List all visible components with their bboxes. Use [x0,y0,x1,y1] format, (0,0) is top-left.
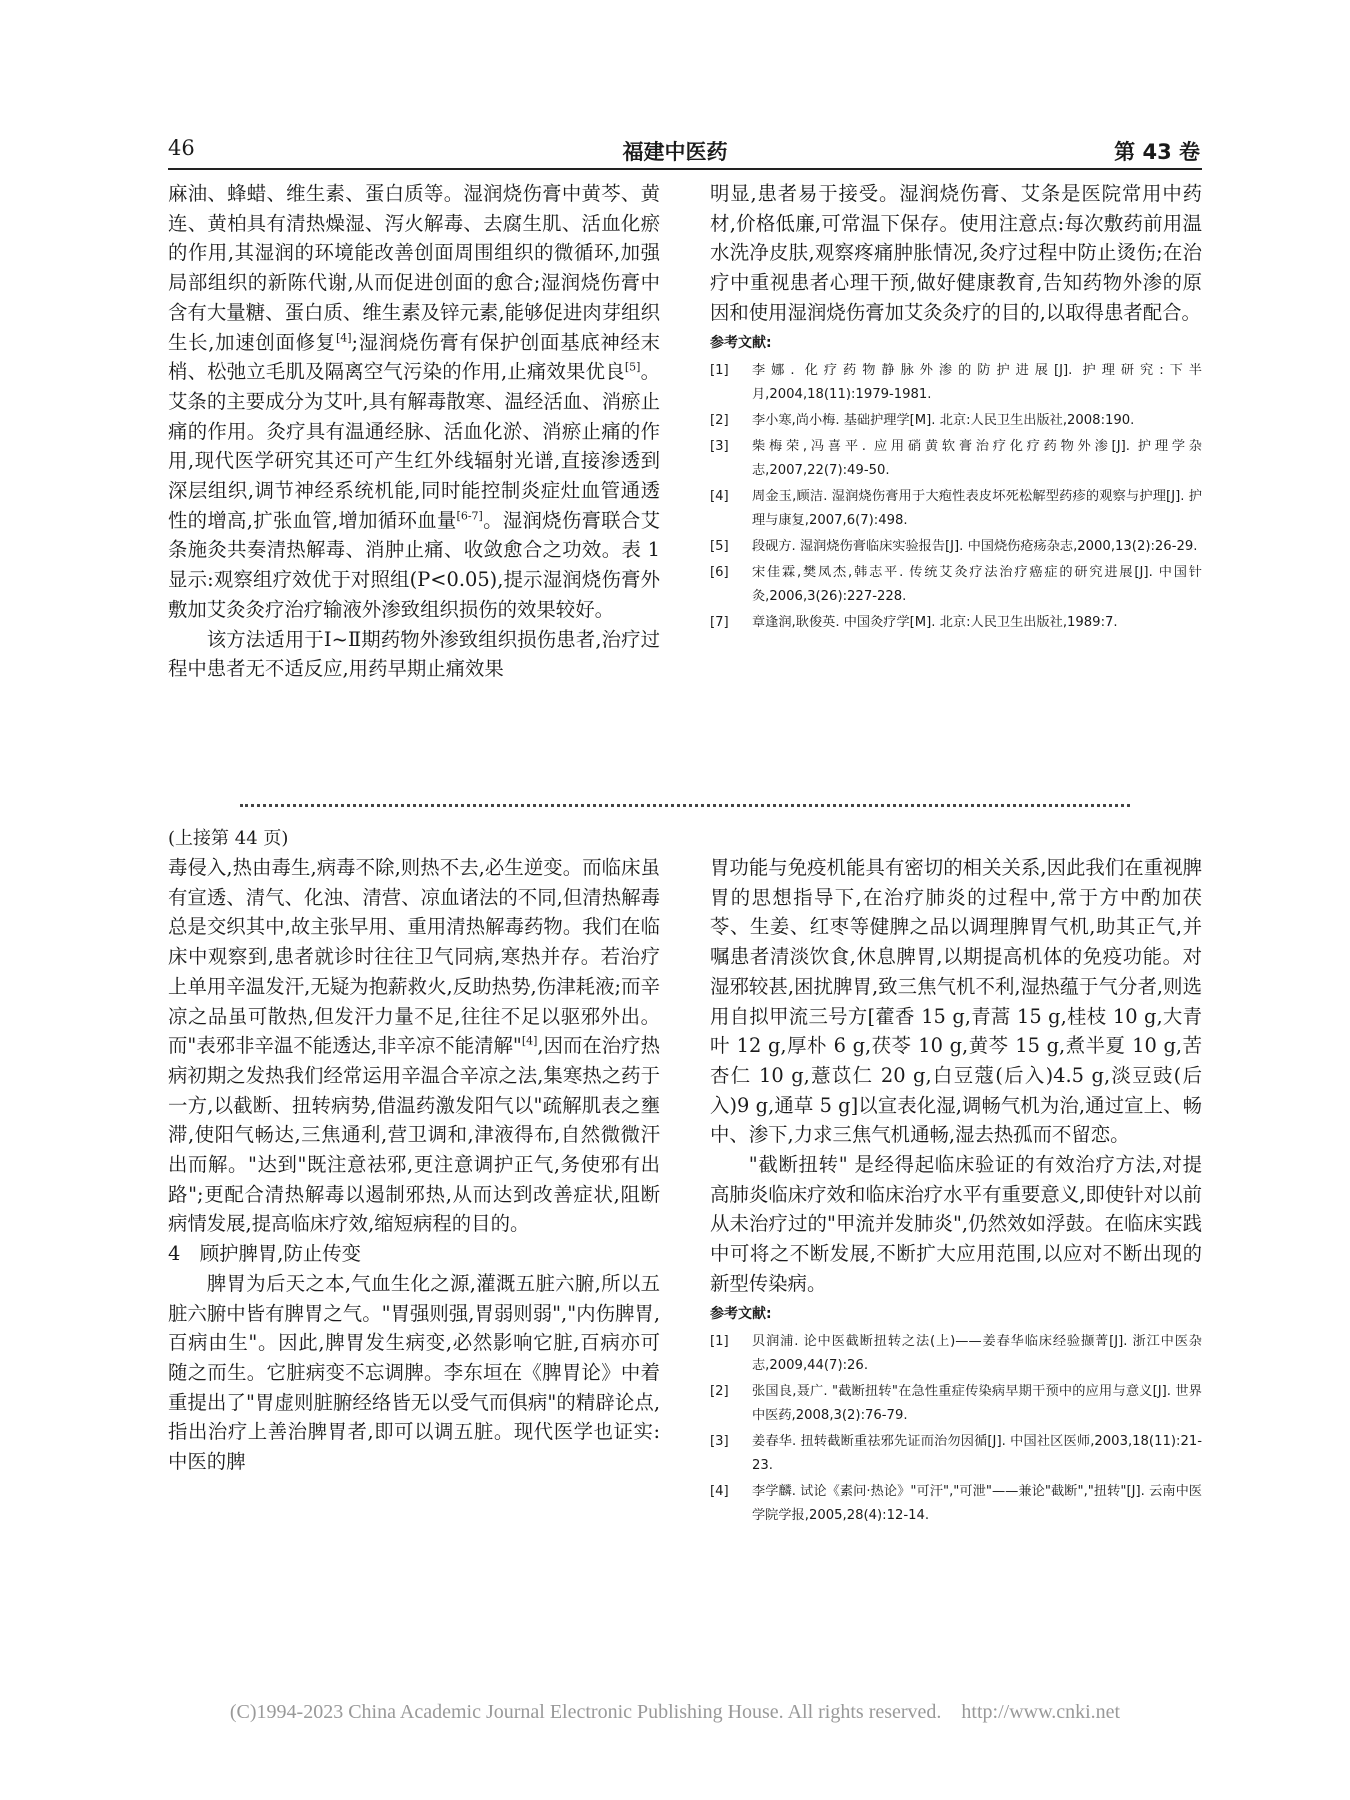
page-number: 46 [168,136,195,160]
body-paragraph: 胃功能与免疫机能具有密切的相关关系,因此我们在重视脾胃的思想指导下,在治疗肺炎的过程中,常于方中酌加茯苓、生姜、红枣等健脾之品以调理脾胃气机,助其正气,并嘱患者清淡饮食,休息脾胃,以期提高机体的免疫功能。对湿邪较甚,困扰脾胃,致三焦气机不利,湿热蕴于气分者,则选用自拟甲流三号方[藿香 15 g,青蒿 15 g,桂枝 10 g,大青叶 12 g,厚朴 6 g,茯苓 10 g,黄芩 15 g,煮半夏 10 g,苦杏仁 10 g,薏苡仁 20 g,白豆蔻(后入)4.5 g,淡豆豉(后入)9 g,通草 5 g]以宣表化湿,调畅气机为治,通过宣上、畅中、渗下,力求三焦气机通畅,湿去热孤而不留恋。 [710,856,1202,1147]
reference-text: 柴梅荣,冯喜平. 应用硝黄软膏治疗化疗药物外渗[J]. 护理学杂志,2007,22(7):49-50. [752,438,1202,478]
reference-number: [1] [710,362,729,378]
reference-number: [5] [710,538,729,554]
reference-text: 宋佳霖,樊凤杰,韩志平. 传统艾灸疗法治疗癌症的研究进展[J]. 中国针灸,2006,3(26):227-228. [752,564,1202,604]
reference-item [710,1380,1202,1428]
reference-number: [7] [710,614,729,630]
body-paragraph: 麻油、蜂蜡、维生素、蛋白质等。湿润烧伤膏中黄芩、黄连、黄柏具有清热燥湿、泻火解毒、去腐生肌、活血化瘀的作用,其湿润的环境能改善创面周围组织的微循环,加强局部组织的新陈代谢,从而促进创面的愈合;湿润烧伤膏中含有大量糖、蛋白质、维生素及锌元素,能够促进肉芽组织生长,加速创面修复[4];湿润烧伤膏有保护创面基底神经末梢、松弛立毛肌及隔离空气污染的作用,止痛效果优良[5]。艾条的主要成分为艾叶,具有解毒散寒、温经活血、消瘀止痛的作用。灸疗具有温通经脉、活血化淤、消瘀止痛的作用,现代医学研究其还可产生红外线辐射光谱,直接渗透到深层组织,调节神经系统机能,同时能控制炎症灶血管通透性的增高,扩张血管,增加循环血量[6-7]。湿润烧伤膏联合艾条施灸共奏清热解毒、消肿止痛、收敛愈合之功效。表 1 显示:观察组疗效优于对照组(P<0.05),提示湿润烧伤膏外敷加艾灸灸疗治疗输液外渗致组织损伤的效果较好。 [168,182,661,621]
reference-item [710,359,1202,407]
reference-number: [2] [710,412,729,428]
reference-item [710,611,1202,635]
reference-text: 周金玉,顾洁. 湿润烧伤膏用于大疱性表皮坏死松解型药疹的观察与护理[J]. 护理与康复,2007,6(7):498. [752,488,1202,528]
reference-text: 李小寒,尚小梅. 基础护理学[M]. 北京:人民卫生出版社,2008:190. [752,412,1135,428]
reference-number: [2] [710,1383,729,1399]
reference-item [710,435,1202,483]
body-paragraph: 明显,患者易于接受。湿润烧伤膏、艾条是医院常用中药材,价格低廉,可常温下保存。使用注意点:每次敷药前用温水洗净皮肤,观察疼痛肿胀情况,灸疗过程中防止烫伤;在治疗中重视患者心理干预,做好健康教育,告知药物外渗的原因和使用湿润烧伤膏加艾灸灸疗的目的,以取得患者配合。 [710,182,1202,324]
bottom-left-column [168,825,660,1477]
reference-item [710,535,1202,559]
reference-text: 章逢润,耿俊英. 中国灸疗学[M]. 北京:人民卫生出版社,1989:7. [752,614,1118,630]
journal-title: 福建中医药 [622,140,728,164]
reference-list [710,1330,1202,1528]
header-rule [168,168,1202,170]
top-left-column [168,179,660,684]
section-heading: 4 顾护脾胃,防止传变 [168,1242,362,1266]
reference-text: 张国良,聂广. "截断扭转"在急性重症传染病早期干预中的应用与意义[J]. 世界中医药,2008,3(2):76-79. [752,1383,1202,1423]
article-separator [240,804,1130,807]
reference-text: 贝润浦. 论中医截断扭转之法(上)——姜春华临床经验撷菁[J]. 浙江中医杂志,2009,44(7):26. [752,1333,1202,1373]
reference-text: 李学麟. 试论《素问·热论》"可汗","可泄"——兼论"截断","扭转"[J]. 云南中医学院学报,2005,28(4):12-14. [752,1483,1202,1523]
body-paragraph: 脾胃为后天之本,气血生化之源,灌溉五脏六腑,所以五脏六腑中皆有脾胃之气。"胃强则强,胃弱则弱","内伤脾胃,百病由生"。因此,脾胃发生病变,必然影响它脏,百病亦可随之而生。它脏病变不忘调脾。李东垣在《脾胃论》中着重提出了"胃虚则脏腑经络皆无以受气而俱病"的精辟论点,指出治疗上善治脾胃者,即可以调五脏。现代医学也证实:中医的脾 [168,1271,660,1474]
references-heading: 参考文献: [710,1305,772,1322]
reference-number: [1] [710,1333,729,1349]
reference-number: [3] [710,1433,729,1449]
bottom-right-column [710,853,1202,1530]
top-right-column [710,179,1202,637]
reference-item [710,485,1202,533]
reference-item [710,561,1202,609]
reference-text: 李娜. 化疗药物静脉外渗的防护进展[J]. 护理研究:下半月,2004,18(11):1979-1981. [752,362,1202,402]
body-paragraph: "截断扭转" 是经得起临床验证的有效治疗方法,对提高肺炎临床疗效和临床治疗水平有重要意义,即使针对以前从未治疗过的"甲流并发肺炎",仍然效如浮鼓。在临床实践中可将之不断发展,不断扩大应用范围,以应对不断出现的新型传染病。 [710,1153,1202,1295]
references-heading: 参考文献: [710,334,772,351]
continued-from-label: (上接第 44 页) [168,828,289,849]
body-paragraph: 毒侵入,热由毒生,病毒不除,则热不去,必生逆变。而临床虽有宣透、清气、化浊、清营、凉血诸法的不同,但清热解毒总是交织其中,故主张早用、重用清热解毒药物。我们在临床中观察到,患者就诊时往往卫气同病,寒热并存。若治疗上单用辛温发汗,无疑为抱薪救火,反助热势,伤津耗液;而辛凉之品虽可散热,但发汗力量不足,往往不足以驱邪外出。而"表邪非辛温不能透达,非辛凉不能清解"[4],因而在治疗热病初期之发热我们经常运用辛温合辛凉之法,集寒热之药于一方,以截断、扭转病势,借温药激发阳气以"疏解肌表之壅滞,使阳气畅达,三焦通利,营卫调和,津液得布,自然微微汗出而解。"达到"既注意祛邪,更注意调护正气,务使邪有出路";更配合清热解毒以遏制邪热,从而达到改善症状,阻断病情发展,提高临床疗效,缩短病程的目的。 [168,856,660,1236]
reference-item [710,1330,1202,1378]
reference-number: [4] [710,1483,729,1499]
reference-item [710,1430,1202,1478]
reference-number: [6] [710,564,729,580]
copyright-footer: (C)1994-2023 China Academic Journal Electronic Publishing House. All rights reserved. http://www.cnki.net [229,1701,1121,1723]
volume-label: 第 43 卷 [1114,140,1200,164]
reference-list [710,359,1202,635]
body-paragraph: 该方法适用于Ⅰ~Ⅱ期药物外渗致组织损伤患者,治疗过程中患者无不适反应,用药早期止痛效果 [168,627,660,681]
reference-item [710,1480,1202,1528]
reference-number: [4] [710,488,729,504]
reference-number: [3] [710,438,729,454]
reference-text: 姜春华. 扭转截断重祛邪先证而治勿因循[J]. 中国社区医师,2003,18(11):21-23. [752,1433,1202,1473]
reference-text: 段砚方. 湿润烧伤膏临床实验报告[J]. 中国烧伤疮疡杂志,2000,13(2):26-29. [752,538,1198,554]
reference-item [710,409,1202,433]
